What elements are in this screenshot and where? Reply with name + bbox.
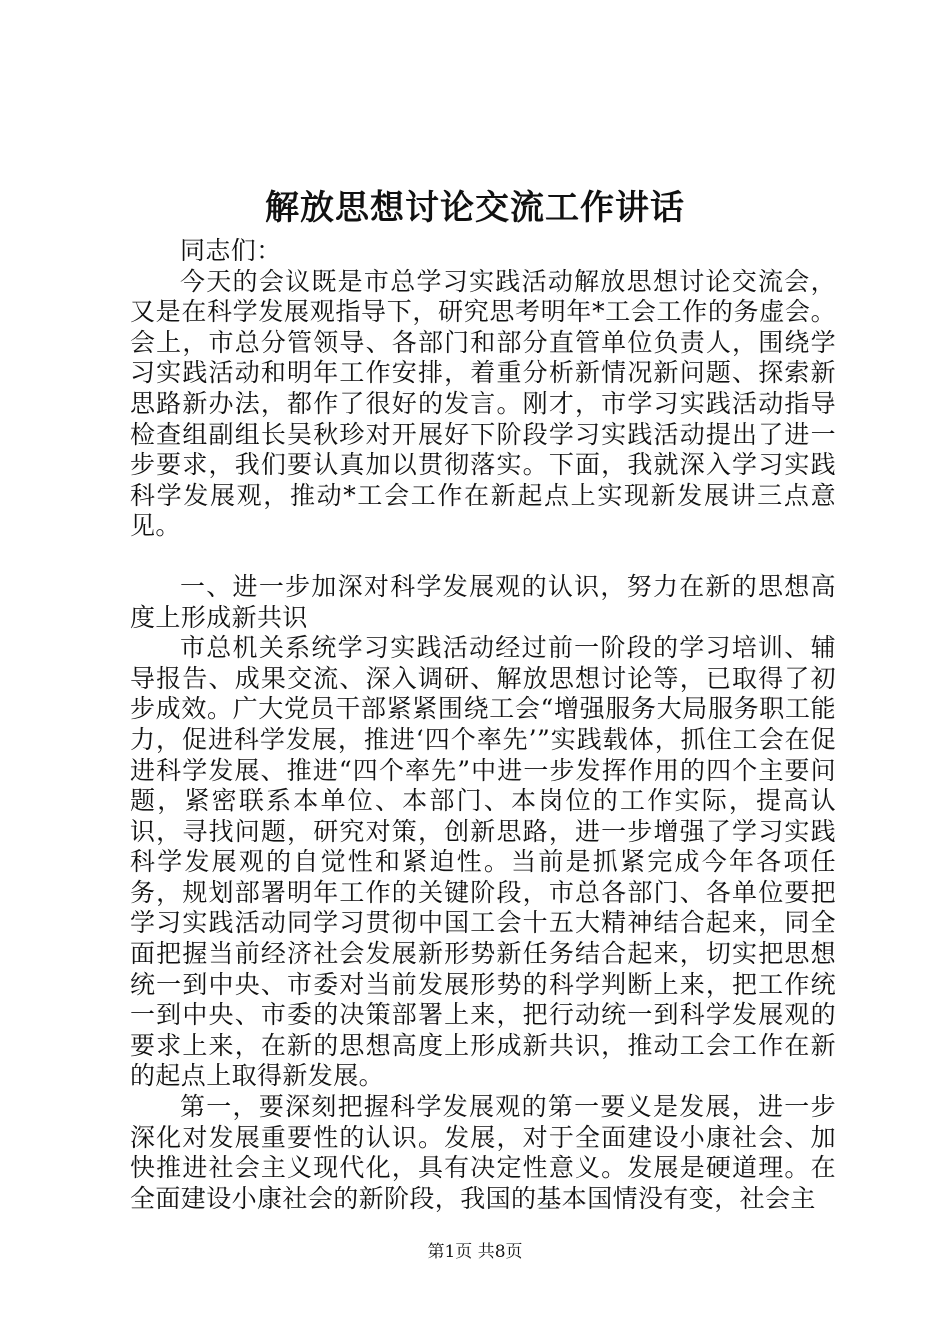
document-title: 解放思想讨论交流工作讲话 [265, 188, 685, 228]
document-body [130, 236, 836, 1214]
section-1-paragraph: 市总机关系统学习实践活动经过前一阶段的学习培训、辅导报告、成果交流、深入调研、解放思想讨论等，已取得了初步成效。广大党员干部紧紧围绕工会“增强服务大局服务职工能力，促进科学发展，推进‘四个率先’”实践载体，抓住工会在促进科学发展、推进“四个率先”中进一步发挥作用的四个主要问题，紧密联系本单位、本部门、本岗位的工作实际，提高认识，寻找问题，研究对策，创新思路，进一步增强了学习实践科学发展观的自觉性和紧迫性。当前是抓紧完成今年各项任务，规划部署明年工作的关键阶段，市总各部门、各单位要把学习实践活动同学习贯彻中国工会十五大精神结合起来，同全面把握当前经济社会发展新形势新任务结合起来，切实把思想统一到中央、市委对当前发展形势的科学判断上来，把工作统一到中央、市委的决策部署上来，把行动统一到科学发展观的要求上来，在新的思想高度上形成新共识，推动工会工作在新的起点上取得新发展。 [130, 633, 836, 1091]
paragraph-gap [130, 542, 836, 572]
salutation-paragraph: 同志们： [180, 236, 282, 265]
section-heading-1: 一、进一步加深对科学发展观的认识，努力在新的思想高度上形成新共识 [130, 571, 836, 632]
page-footer: 第1页 共8页 [427, 1242, 523, 1262]
point-1-paragraph: 第一，要深刻把握科学发展观的第一要义是发展，进一步深化对发展重要性的认识。发展，对于全面建设小康社会、加快推进社会主义现代化，具有决定性意义。发展是硬道理。在全面建设小康社会的新阶段，我国的基本国情没有变，社会主 [130, 1092, 836, 1213]
intro-paragraph: 今天的会议既是市总学习实践活动解放思想讨论交流会，又是在科学发展观指导下，研究思考明年*工会工作的务虚会。会上，市总分管领导、各部门和部分直管单位负责人，围绕学习实践活动和明年工作安排，着重分析新情况新问题、探索新思路新办法，都作了很好的发言。刚才，市学习实践活动指导检查组副组长吴秋珍对开展好下阶段学习实践活动提出了进一步要求，我们要认真加以贯彻落实。下面，我就深入学习实践科学发展观，推动*工会工作在新起点上实现新发展讲三点意见。 [130, 266, 836, 541]
